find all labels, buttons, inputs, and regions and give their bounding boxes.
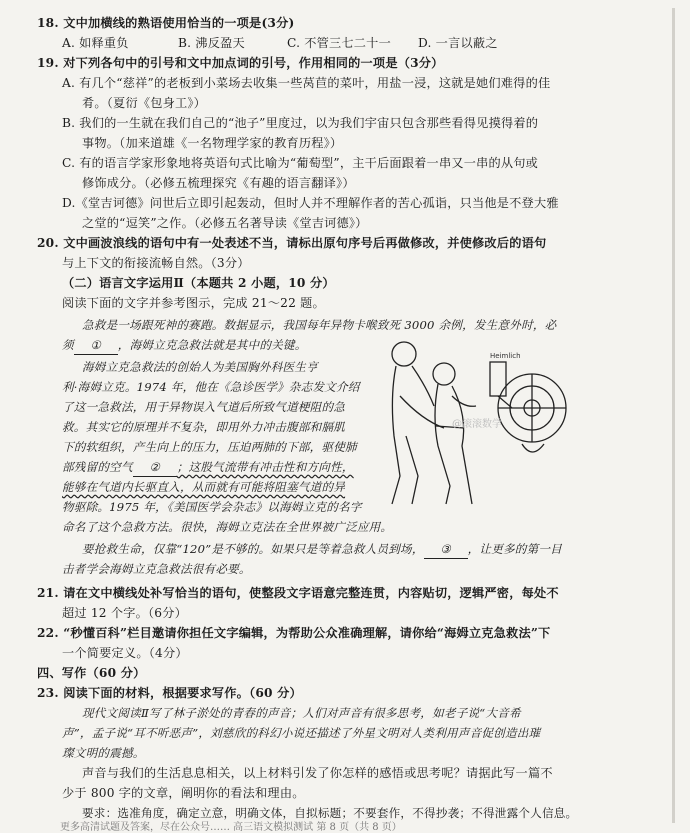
q19-option-b-line2: 事物。（加来道雄《一名物理学家的教育历程》） [82, 136, 343, 150]
passage-p2-line2: 利·海姆立克。1974 年，他在《急诊医学》杂志发文介绍 [62, 380, 360, 394]
page-footer: 更多高清试题及答案，尽在公众号…… 高三语文模拟测试 第 8 页（共 8 页） [60, 822, 402, 833]
q19-option-d-line1: D.《堂吉诃德》问世后立即引起轰动，但时人并不理解作者的苦心孤诣，只当他是不登大雅 [62, 196, 559, 210]
q18-option-d: D. 一言以蔽之 [418, 36, 498, 50]
q18-option-b: B. 沸反盈天 [178, 36, 245, 50]
figure-label: Heimlich [490, 352, 521, 360]
page-edge-shadow [672, 8, 675, 823]
reading-intro: 阅读下面的文字并参考图示，完成 21～22 题。 [62, 296, 325, 310]
q18-option-c: C. 不管三七二十一 [287, 36, 391, 50]
q20-stem-line2: 与上下文的衔接流畅自然。（3分） [62, 256, 250, 270]
answer-blank-1[interactable]: ① [74, 336, 118, 355]
passage-p2-line4: 救。其实它的原理并不复杂，即用外力冲击腹部和膈肌 [62, 420, 346, 434]
passage-p1-line2 [62, 336, 307, 355]
passage-text: 部残留的空气 [62, 460, 133, 474]
q21-stem-line1: 21. 请在文中横线处补写恰当的语句，使整段文字语意完整连贯，内容贴切，逻辑严密，每处不 [37, 586, 559, 600]
answer-blank-3[interactable]: ③ [424, 540, 468, 559]
passage-p2-line3: 了这一急救法，用于异物误入气道后所致气道梗阻的急 [62, 400, 346, 414]
q21-stem-line2: 超过 12 个字。（6分） [62, 606, 188, 620]
q19-option-c-line2: 修饰成分。（必修五梳理探究《有趣的语言翻译》） [82, 176, 355, 190]
q19-option-d-line2: 之堂的“逗笑”之作。（必修五名著导读《堂吉诃德》） [82, 216, 368, 230]
q19-option-a-line1: A. 有几个“慈祥”的老板到小菜场去收集一些莴苣的菜叶，用盐一浸，这就是她们难得的佳 [62, 76, 551, 90]
passage-p2-line5: 下的软组织，产生向上的压力，压迫两肺的下部，驱使肺 [62, 440, 357, 454]
q23-prompt-line1: 声音与我们的生活息息相关，以上材料引发了你怎样的感悟或思考呢？请据此写一篇不 [82, 766, 553, 780]
q19-option-b-line1: B. 我们的一生就在我们自己的“池子”里度过，以为我们宇宙只包含那些看得见摸得着的 [62, 116, 539, 130]
passage-p2-line8: 物驱除。1975 年，《美国医学会杂志》以海姆立克的名字 [62, 500, 362, 514]
q23-stem: 23. 阅读下面的材料，根据要求写作。（60 分） [37, 686, 302, 700]
watermark-text: @滚滚数学 [452, 419, 502, 430]
passage-p2-line6 [62, 458, 354, 477]
q19-option-c-line1: C. 有的语言学家形象地将英语句式比喻为“葡萄型”，主干后面跟着一串又一串的从句或 [62, 156, 539, 170]
q22-stem-line1: 22. “秒懂百科”栏目邀请你担任文字编辑，为帮助公众准确理解，请你给“海姆立克急救法”下 [37, 626, 551, 640]
answer-blank-2[interactable]: ② [133, 458, 177, 477]
q23-requirements: 要求：选准角度，确定立意，明确文体，自拟标题；不要套作，不得抄袭；不得泄露个人信息。 [82, 806, 578, 820]
passage-p3-line2: 击者学会海姆立克急救法很有必要。 [62, 562, 251, 576]
passage-text: ，海姆立克急救法就是其中的关键。 [117, 338, 307, 352]
passage-p1-line1: 急救是一场跟死神的赛跑。数据显示，我国每年异物卡喉致死 3000 余例，发生意外时，必 [82, 318, 557, 332]
q23-material-line1: 现代文阅读Ⅱ写了林子淤处的青春的声音；人们对声音有很多思考，如老子说“大音希 [82, 706, 521, 720]
passage-p2-line9: 命名了这个急救方法。很快，海姆立克法在全世界被广泛应用。 [62, 520, 393, 534]
q18-stem: 18. 文中加横线的熟语使用恰当的一项是(3分) [37, 16, 295, 30]
section-4-heading: 四、写作（60 分） [37, 666, 146, 680]
passage-p3-line1 [82, 540, 562, 559]
wavy-underlined-text: ；这股气流带有冲击性和方向性， [176, 460, 354, 474]
passage-p2-line7: 能够在气道内长驱直入，从而就有可能将阻塞气道的异 [62, 480, 346, 494]
passage-text: 要抢救生命，仅靠“120”是不够的。如果只是等着急救人员到场， [82, 542, 424, 556]
q23-prompt-line2: 少于 800 字的文章，阐明你的看法和理由。 [62, 786, 305, 800]
q19-stem: 19. 对下列各句中的引号和文中加点词的引号，作用相同的一项是（3分） [37, 56, 444, 70]
passage-text: ，让更多的第一目 [467, 542, 562, 556]
section-2-heading: （二）语言文字运用Ⅱ（本题共 2 小题，10 分） [62, 276, 335, 290]
q20-stem-line1: 20. 文中画波浪线的语句中有一处表述不当，请标出原句序号后再做修改，并使修改后的语句 [37, 236, 547, 250]
q19-option-a-line2: 肴。（夏衍《包身工》） [82, 96, 207, 110]
passage-text: 须 [62, 338, 74, 352]
passage-p2-line1: 海姆立克急救法的创始人为美国胸外科医生亨 [82, 360, 318, 374]
q23-material-line2: 声”，孟子说“耳不听恶声”，刘慈欣的科幻小说还描述了外星文明对人类利用声音促创造出璀 [62, 726, 541, 740]
q22-stem-line2: 一个简要定义。（4分） [62, 646, 188, 660]
q23-material-line3: 璨文明的震撼。 [62, 746, 145, 760]
q18-option-a: A. 如释重负 [62, 36, 129, 50]
